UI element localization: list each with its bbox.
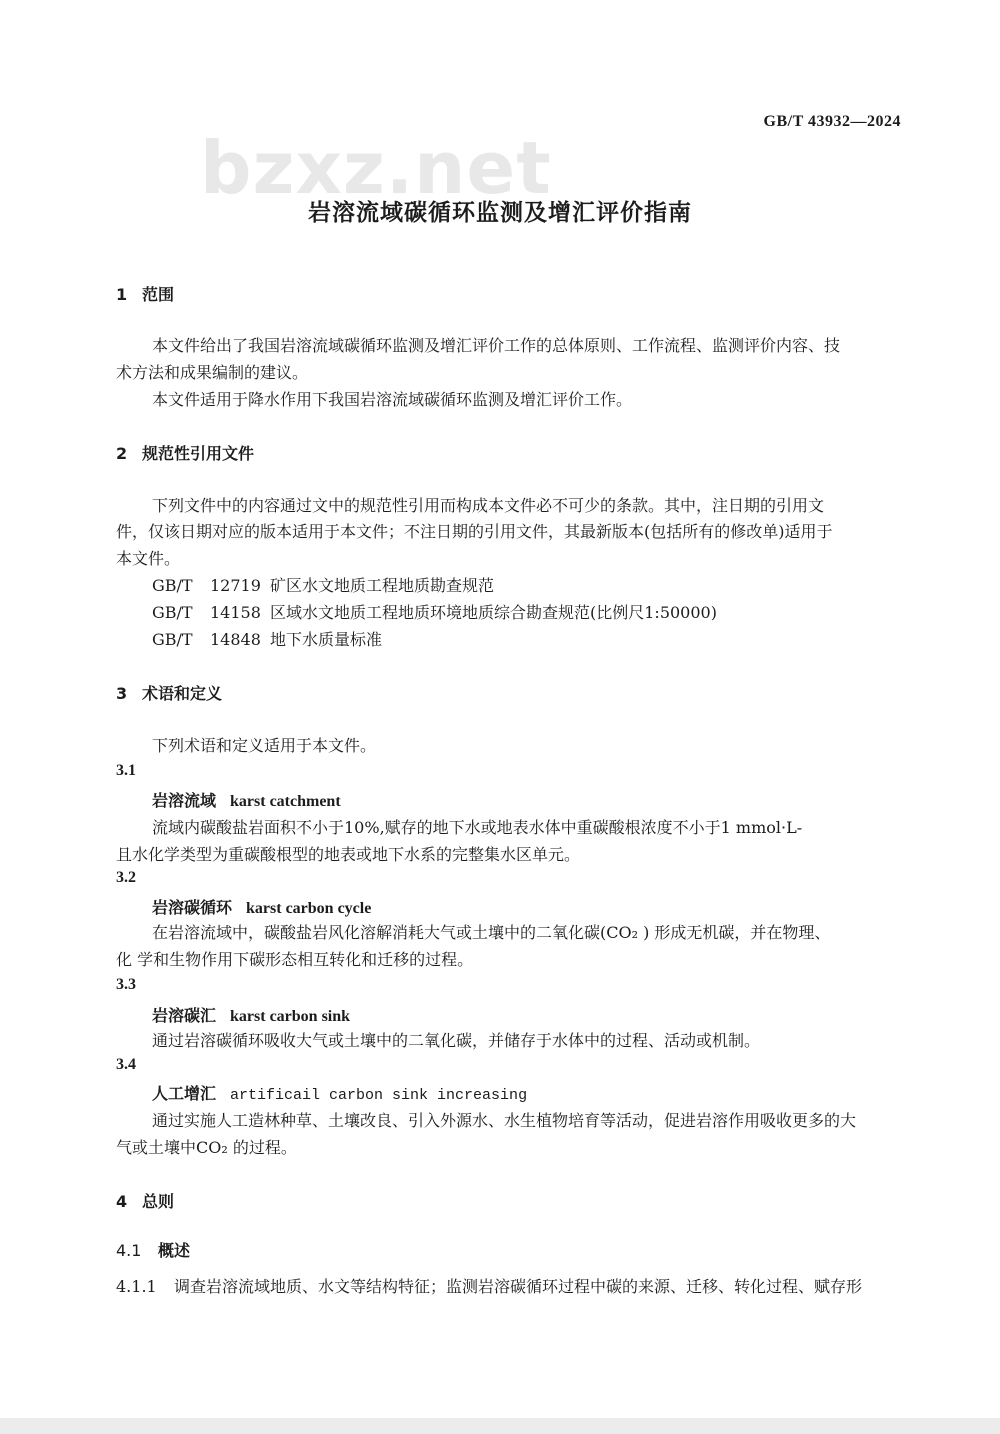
reference-item (152, 599, 717, 626)
scope-paragraph-line: 术方法和成果编制的建议。 (116, 363, 309, 382)
reference-title: 区域水文地质工程地质环境地质综合勘查规范(比例尺1:50000) (270, 603, 717, 622)
term-number: 3.4 (116, 1056, 136, 1073)
document-title: 岩溶流域碳循环监测及增汇评价指南 (308, 200, 692, 226)
clause-number: 4.1.1 (116, 1277, 157, 1296)
term-definition-line: 通过实施人工造林种草、土壤改良、引入外源水、水生植物培育等活动，促进岩溶作用吸收更多的大 (152, 1111, 857, 1130)
section-heading-normative (116, 441, 254, 464)
reference-title: 矿区水文地质工程地质勘查规范 (270, 576, 495, 595)
term-entry (152, 895, 371, 918)
page-bottom-edge (0, 1418, 1000, 1434)
term-number: 3.3 (116, 976, 136, 993)
normative-intro-line: 本文件。 (116, 549, 181, 568)
reference-title: 地下水质量标准 (270, 630, 383, 649)
section-title: 范围 (142, 285, 175, 304)
reference-number: 14158 (210, 603, 261, 622)
reference-code: GB/T (152, 576, 193, 595)
scope-paragraph: 本文件适用于降水作用下我国岩溶流域碳循环监测及增汇评价工作。 (152, 390, 633, 409)
reference-code: GB/T (152, 603, 193, 622)
term-entry (152, 788, 341, 811)
section-number: 2 (116, 444, 128, 463)
term-number: 3.1 (116, 762, 136, 779)
term-definition-line: 通过岩溶碳循环吸收大气或土壤中的二氧化碳，并储存于水体中的过程、活动或机制。 (152, 1031, 761, 1050)
subsection-heading-overview (116, 1238, 190, 1261)
section-number: 3 (116, 684, 128, 703)
term-number: 3.2 (116, 869, 136, 886)
terms-intro: 下列术语和定义适用于本文件。 (152, 736, 377, 755)
reference-item (152, 572, 494, 599)
reference-number: 14848 (210, 630, 261, 649)
term-english: karst carbon sink (230, 1008, 351, 1025)
watermark: bzxz.net (200, 126, 552, 210)
term-english: artificail carbon sink increasing (230, 1087, 528, 1104)
term-definition-line: 气或土壤中CO₂ 的过程。 (116, 1138, 297, 1157)
section-heading-scope (116, 282, 174, 305)
section-number: 1 (116, 285, 128, 304)
reference-item (152, 626, 382, 653)
reference-code: GB/T (152, 630, 193, 649)
term-english: karst carbon cycle (246, 900, 372, 917)
section-title: 规范性引用文件 (142, 444, 255, 463)
normative-intro-line: 件，仅该日期对应的版本适用于本文件；不注日期的引用文件，其最新版本(包括所有的修改单)适用于 (116, 522, 833, 541)
term-definition-line: 在岩溶流域中，碳酸盐岩风化溶解消耗大气或土壤中的二氧化碳(CO₂ ) 形成无机碳，并在物理、 (152, 923, 831, 942)
subsection-number: 4.1 (116, 1241, 142, 1260)
clause-text: 调查岩溶流域地质、水文等结构特征；监测岩溶碳循环过程中碳的来源、迁移、转化过程、赋存形 (174, 1277, 863, 1296)
term-definition-line: 化 学和生物作用下碳形态相互转化和迁移的过程。 (116, 950, 474, 969)
normative-intro-line: 下列文件中的内容通过文中的规范性引用而构成本文件必不可少的条款。其中，注日期的引用文 (152, 496, 825, 515)
term-chinese: 岩溶碳汇 (152, 1006, 217, 1025)
term-entry (152, 1081, 527, 1104)
section-title: 总则 (142, 1192, 175, 1211)
term-chinese: 岩溶碳循环 (152, 898, 233, 917)
section-heading-terms (116, 681, 222, 704)
clause-4-1-1 (116, 1273, 862, 1300)
term-definition-line: 流域内碳酸盐岩面积不小于10%,赋存的地下水或地表水体中重碳酸根浓度不小于1 mmol·L- (152, 818, 803, 837)
subsection-title: 概述 (158, 1241, 191, 1260)
term-chinese: 人工增汇 (152, 1084, 217, 1103)
reference-number: 12719 (210, 576, 261, 595)
section-heading-general (116, 1189, 174, 1212)
term-english: karst catchment (230, 793, 341, 810)
standard-number: GB/T 43932—2024 (763, 113, 901, 130)
section-title: 术语和定义 (142, 684, 223, 703)
term-definition-line: 且水化学类型为重碳酸根型的地表或地下水系的完整集水区单元。 (116, 845, 581, 864)
section-number: 4 (116, 1192, 128, 1211)
scope-paragraph-line: 本文件给出了我国岩溶流域碳循环监测及增汇评价工作的总体原则、工作流程、监测评价内容、技 (152, 336, 841, 355)
term-chinese: 岩溶流域 (152, 791, 217, 810)
term-entry (152, 1003, 350, 1026)
